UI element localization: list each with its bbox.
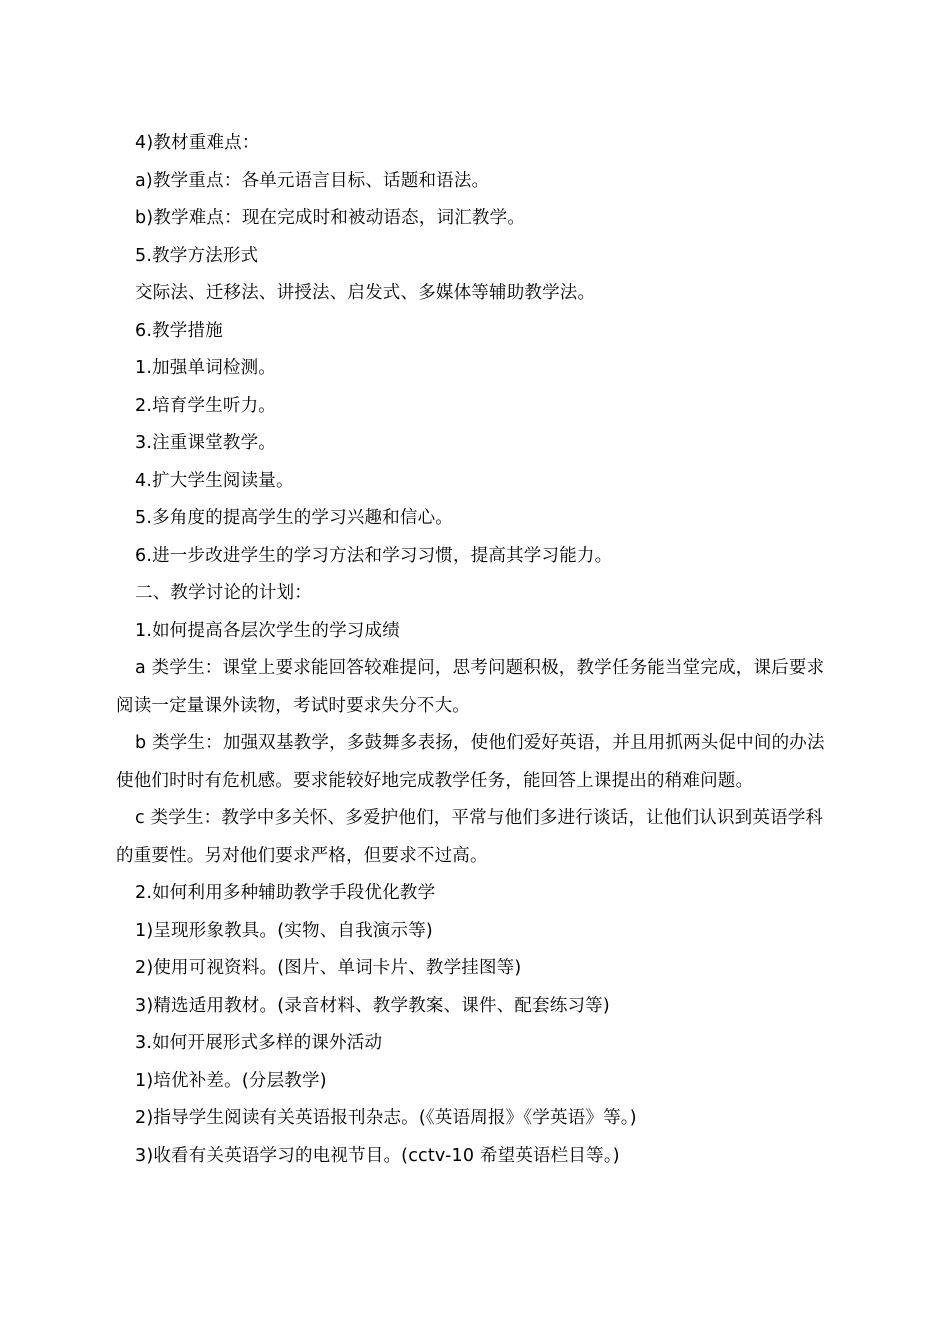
subheading-extracurricular: 3.如何开展形式多样的课外活动 [135,1033,383,1053]
section-heading-research-plan: 二、教学讨论的计划： [135,583,312,603]
teaching-aid-item: 3)精选适用教材。(录音材料、教学教案、课件、配套练习等) [135,995,610,1016]
heading-teaching-methods: 5.教学方法形式 [135,245,259,266]
activity-item: 2)指导学生阅读有关英语报刊杂志。(《英语周报》《学英语》等。) [135,1108,637,1128]
activity-item: 3)收看有关英语学习的电视节目。(cctv-10 希望英语栏目等。) [135,1145,620,1166]
student-group-a: a 类学生：课堂上要求能回答较难提问，思考问题积极，教学任务能当堂完成，课后要求阅读一定量课外读物，考试时要求失分不大。 [116,658,825,716]
measure-item: 4.扩大学生阅读量。 [135,470,294,491]
measure-item: 5.多角度的提高学生的学习兴趣和信心。 [135,508,453,528]
heading-key-difficult-points: 4)教材重难点： [135,133,260,153]
student-group-c: c 类学生：教学中多关怀、多爱护他们，平常与他们多进行谈话，让他们认识到英语学科的重要性。另对他们要求严格，但要求不过高。 [116,808,824,866]
measure-item: 6.进一步改进学生的学习方法和学习习惯，提高其学习能力。 [135,545,613,566]
measure-item: 3.注重课堂教学。 [135,433,276,453]
activity-item: 1)培优补差。(分层教学) [135,1070,327,1091]
subheading-teaching-aids: 2.如何利用多种辅助教学手段优化教学 [135,883,436,903]
student-group-b: b 类学生：加强双基教学，多鼓舞多表扬，使他们爱好英语，并且用抓两头促中间的办法使他们时时有危机感。要求能较好地完成教学任务，能回答上课提出的稍难问题。 [116,733,825,791]
document-body [116,125,836,1175]
measure-item: 2.培育学生听力。 [135,395,276,416]
measure-item: 1.加强单词检测。 [135,358,276,378]
teaching-difficulty: b)教学难点：现在完成时和被动语态，词汇教学。 [135,208,526,228]
subheading-improve-grades: 1.如何提高各层次学生的学习成绩 [135,620,400,641]
heading-teaching-measures: 6.教学措施 [135,320,223,341]
teaching-focus: a)教学重点：各单元语言目标、话题和语法。 [135,170,490,191]
teaching-aid-item: 2)使用可视资料。(图片、单词卡片、教学挂图等) [135,958,522,978]
teaching-aid-item: 1)呈现形象教具。(实物、自我演示等) [135,920,433,941]
teaching-methods-list: 交际法、迁移法、讲授法、启发式、多媒体等辅助教学法。 [135,283,596,303]
